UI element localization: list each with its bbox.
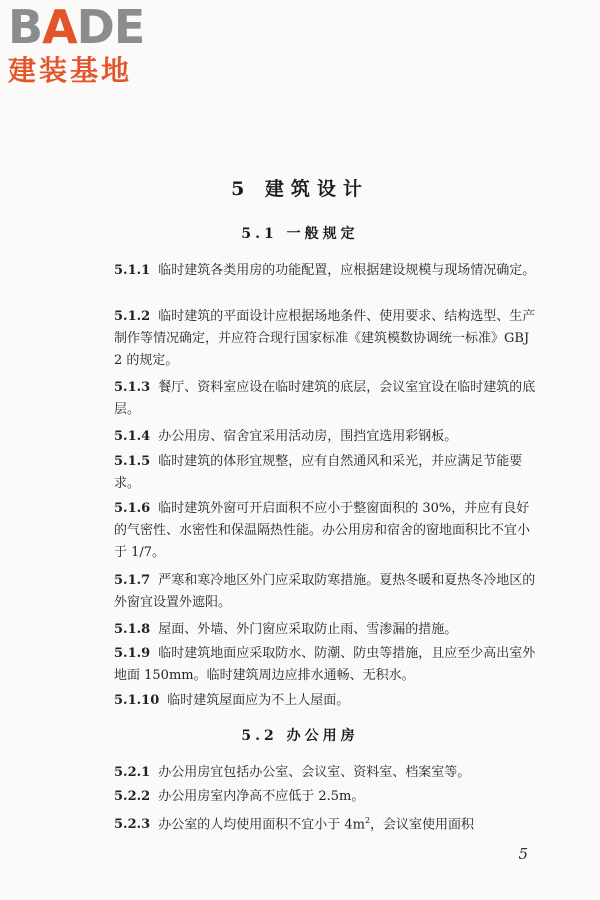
clause-5-2-2: 5.2.2 办公用房室内净高不应低于 2.5m。: [114, 789, 365, 804]
clause-5-1-6: 5.1.6 临时建筑外窗可开启面积不应小于整窗面积的 30%，并应有良好的气密性、水密性和保温隔热性能。办公用房和宿舍的窗地面积比不宜小于 1/7。: [114, 501, 531, 560]
clause-5-1-1: 5.1.1 临时建筑各类用房的功能配置，应根据建设规模与现场情况确定。: [114, 263, 536, 278]
page-number: 5: [518, 845, 528, 863]
section-title-office: 5.2 办公用房: [241, 728, 359, 744]
clause-5-1-2: 5.1.2 临时建筑的平面设计应根据场地条件、使用要求、结构选型、生产制作等情况确定，并应符合现行国家标准《建筑模数协调统一标准》GBJ 2 的规定。: [114, 309, 536, 368]
logo-chinese-text: 建装基地: [8, 54, 133, 87]
clause-5-1-3: 5.1.3 餐厅、资料室应设在临时建筑的底层，会议室宜设在临时建筑的底层。: [114, 380, 536, 417]
clause-5-1-10: 5.1.10 临时建筑屋面应为不上人屋面。: [114, 693, 350, 708]
clause-5-1-7: 5.1.7 严寒和寒冷地区外门应采取防寒措施。夏热冬暖和夏热冬冷地区的外窗宜设置外遮阳。: [114, 573, 536, 610]
clause-5-2-1: 5.2.1 办公用房宜包括办公室、会议室、资料室、档案室等。: [114, 765, 471, 780]
section-title-general: 5.1 一般规定: [241, 226, 359, 242]
clause-5-1-4: 5.1.4 办公用房、宿舍宜采用活动房，围挡宜选用彩钢板。: [114, 429, 458, 444]
clause-5-1-5: 5.1.5 临时建筑的体形宜规整，应有自然通风和采光，并应满足节能要求。: [114, 454, 523, 491]
chapter-title: 5 建筑设计: [231, 178, 369, 200]
clause-5-1-9: 5.1.9 临时建筑地面应采取防水、防潮、防虫等措施，且应至少高出室外地面 150mm。临时建筑周边应排水通畅、无积水。: [114, 646, 536, 683]
bade-logo: [8, 2, 178, 88]
logo-wordmark: BADE: [8, 0, 145, 54]
clause-5-1-8: 5.1.8 屋面、外墙、外门窗应采取防止雨、雪渗漏的措施。: [114, 622, 458, 637]
clause-5-2-3: 5.2.3 办公室的人均使用面积不宜小于 $4m^2$，会议室使用面积: [114, 816, 475, 833]
